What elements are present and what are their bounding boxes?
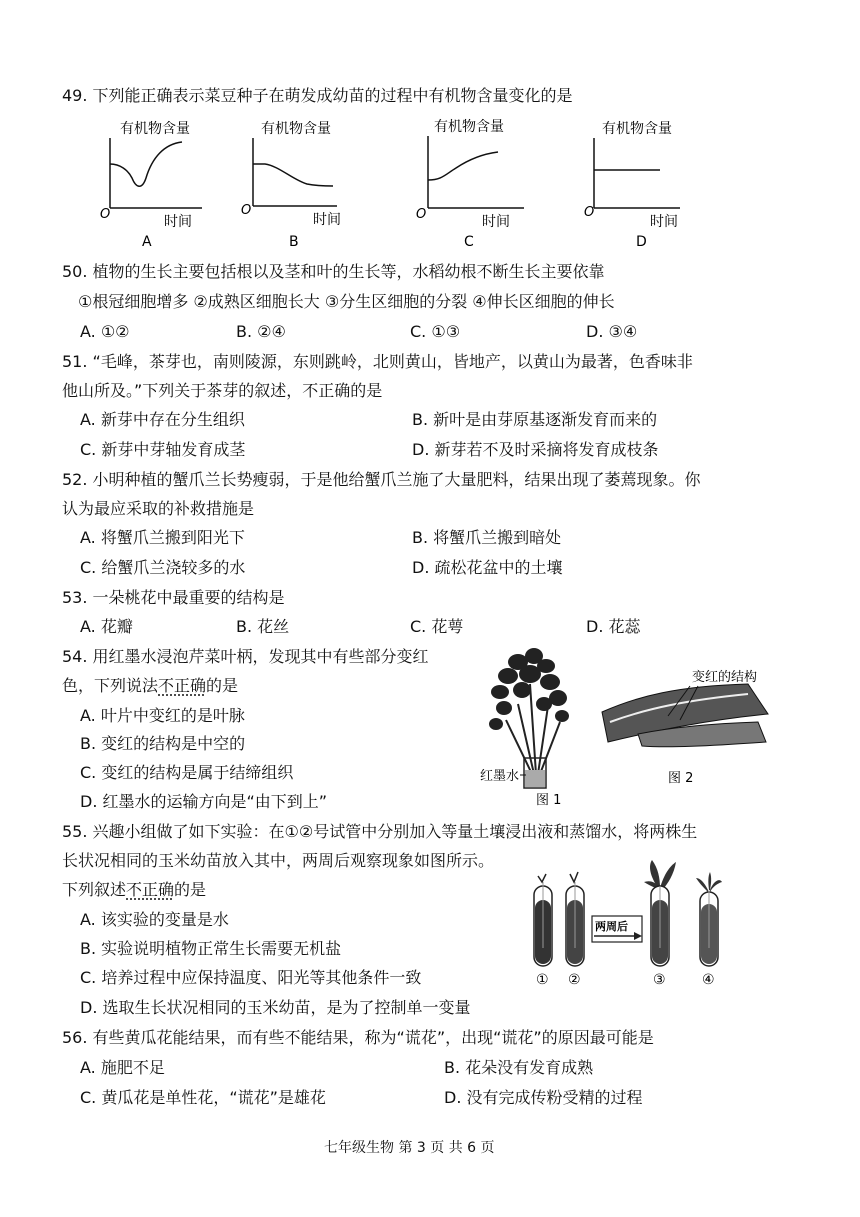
q54-stem-line1: 54. 用红墨水浸泡芹菜叶柄，发现其中有些部分变红 bbox=[62, 647, 429, 666]
fig2-label: 变红的结构 bbox=[692, 670, 758, 685]
graph-c-ylabel: 有机物含量 bbox=[434, 119, 504, 135]
tube-label-4: ④ bbox=[702, 972, 715, 988]
q54-option-b: B. 变红的结构是中空的 bbox=[80, 734, 246, 753]
q53-option-c: C. 花萼 bbox=[410, 617, 464, 636]
q55-option-c: C. 培养过程中应保持温度、阳光等其他条件一致 bbox=[80, 968, 422, 987]
tube-3 bbox=[644, 860, 676, 966]
q52-option-d: D. 疏松花盆中的土壤 bbox=[412, 558, 563, 577]
q56-option-b: B. 花朵没有发育成熟 bbox=[444, 1058, 594, 1077]
q55-stem-line2: 长状况相同的玉米幼苗放入其中，两周后观察现象如图所示。 bbox=[62, 851, 495, 870]
q53-stem: 53. 一朵桃花中最重要的结构是 bbox=[62, 588, 285, 607]
q53-option-d: D. 花蕊 bbox=[586, 617, 641, 636]
q51-stem-line1: 51. “毛峰，茶芽也，南则陵源，东则跳岭，北则黄山，皆地产，以黄山为最著，色香味非 bbox=[62, 352, 693, 371]
graph-d-letter: D bbox=[636, 234, 647, 250]
q49-stem: 49. 下列能正确表示菜豆种子在萌发成幼苗的过程中有机物含量变化的是 bbox=[62, 86, 573, 105]
q51-stem-line2: 他山所及。”下列关于茶芽的叙述，不正确的是 bbox=[62, 381, 383, 400]
graph-d-origin: O bbox=[584, 205, 595, 220]
graph-b-ylabel: 有机物含量 bbox=[261, 121, 331, 137]
q50-option-a: A. ①② bbox=[80, 322, 130, 341]
tube-label-1: ① bbox=[536, 972, 549, 988]
fig1-caption: 图 1 bbox=[536, 793, 562, 808]
graph-d-ylabel: 有机物含量 bbox=[602, 121, 672, 137]
graph-a-curve bbox=[110, 142, 182, 186]
q54-option-a: A. 叶片中变红的是叶脉 bbox=[80, 706, 245, 725]
q50-stem: 50. 植物的生长主要包括根以及茎和叶的生长等，水稻幼根不断生长主要依靠 bbox=[62, 262, 605, 281]
q51-option-a: A. 新芽中存在分生组织 bbox=[80, 410, 245, 429]
graph-b-curve bbox=[253, 164, 333, 186]
q50-option-c: C. ①③ bbox=[410, 322, 461, 341]
tube-label-2: ② bbox=[568, 972, 581, 988]
q54-figure-2-petiole bbox=[598, 664, 778, 790]
q54-option-d: D. 红墨水的运输方向是“由下到上” bbox=[80, 792, 328, 811]
graph-b-letter: B bbox=[289, 234, 299, 250]
q50-items: ①根冠细胞增多 ②成熟区细胞长大 ③分生区细胞的分裂 ④伸长区细胞的伸长 bbox=[78, 292, 615, 311]
q54-stem-line2: 色，下列说法不正确的是 bbox=[62, 676, 239, 695]
q49-graph-d bbox=[584, 116, 694, 250]
fig1-red-ink-label: 红墨水 bbox=[480, 769, 520, 784]
graph-c-xlabel: 时间 bbox=[482, 214, 510, 230]
q55-option-a: A. 该实验的变量是水 bbox=[80, 910, 229, 929]
graph-c-curve bbox=[428, 152, 498, 180]
tube-2 bbox=[566, 872, 584, 966]
tube-label-3: ③ bbox=[653, 972, 666, 988]
graph-a-xlabel: 时间 bbox=[164, 214, 192, 230]
graph-c-origin: O bbox=[416, 207, 427, 222]
graph-c-letter: C bbox=[464, 234, 474, 250]
q52-option-a: A. 将蟹爪兰搬到阳光下 bbox=[80, 528, 245, 547]
q55-option-b: B. 实验说明植物正常生长需要无机盐 bbox=[80, 939, 342, 958]
q49-graph-a bbox=[92, 116, 212, 250]
q54-figure-1-celery bbox=[478, 644, 588, 814]
q56-option-c: C. 黄瓜花是单性花，“谎花”是雄花 bbox=[80, 1088, 326, 1107]
tube-4 bbox=[696, 872, 722, 966]
q55-stem-line3: 下列叙述不正确的是 bbox=[62, 880, 207, 899]
q53-option-b: B. 花丝 bbox=[236, 617, 290, 636]
q49-graph-c bbox=[412, 114, 542, 250]
q51-option-b: B. 新叶是由芽原基逐渐发育而来的 bbox=[412, 410, 658, 429]
q51-option-d: D. 新芽若不及时采摘将发育成枝条 bbox=[412, 440, 659, 459]
q54-option-c: C. 变红的结构是属于结缔组织 bbox=[80, 763, 294, 782]
q55-test-tubes-figure bbox=[524, 856, 734, 990]
q52-option-b: B. 将蟹爪兰搬到暗处 bbox=[412, 528, 562, 547]
q56-stem: 56. 有些黄瓜花能结果，而有些不能结果，称为“谎花”，出现“谎花”的原因最可能是 bbox=[62, 1028, 654, 1047]
graph-b-xlabel: 时间 bbox=[313, 212, 341, 228]
q55-stem-line1: 55. 兴趣小组做了如下实验：在①②号试管中分别加入等量土壤浸出液和蒸馏水，将两株生 bbox=[62, 822, 698, 841]
q51-option-c: C. 新芽中芽轴发育成茎 bbox=[80, 440, 246, 459]
q52-stem-line1: 52. 小明种植的蟹爪兰长势瘦弱，于是他给蟹爪兰施了大量肥料，结果出现了萎蔫现象。你 bbox=[62, 470, 701, 489]
graph-a-letter: A bbox=[142, 234, 152, 250]
tube-1 bbox=[534, 874, 552, 966]
q55-option-d: D. 选取生长状况相同的玉米幼苗，是为了控制单一变量 bbox=[80, 998, 471, 1017]
q50-option-b: B. ②④ bbox=[236, 322, 286, 341]
q52-stem-line2: 认为最应采取的补救措施是 bbox=[62, 499, 255, 518]
q53-option-a: A. 花瓣 bbox=[80, 617, 133, 636]
page-footer: 七年级生物 第 3 页 共 6 页 bbox=[324, 1140, 495, 1156]
graph-d-xlabel: 时间 bbox=[650, 214, 678, 230]
q50-option-d: D. ③④ bbox=[586, 322, 638, 341]
arrow-label: 两周后 bbox=[595, 920, 628, 933]
graph-a-origin: O bbox=[100, 207, 111, 222]
graph-b-origin: O bbox=[241, 203, 252, 218]
q49-graph-b bbox=[237, 116, 357, 250]
q56-option-a: A. 施肥不足 bbox=[80, 1058, 165, 1077]
fig2-caption: 图 2 bbox=[668, 771, 694, 786]
graph-a-ylabel: 有机物含量 bbox=[120, 121, 190, 137]
q52-option-c: C. 给蟹爪兰浇较多的水 bbox=[80, 558, 246, 577]
q56-option-d: D. 没有完成传粉受精的过程 bbox=[444, 1088, 643, 1107]
